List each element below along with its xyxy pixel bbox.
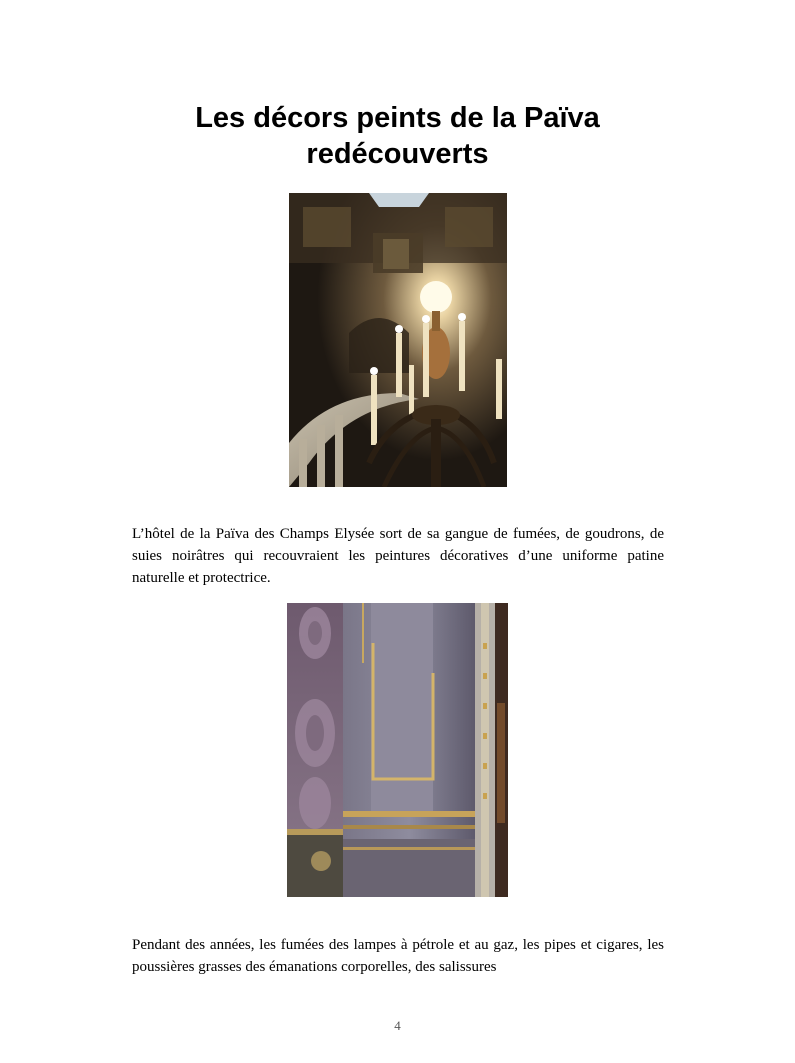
paragraph-1: L’hôtel de la Païva des Champs Elysée sort de sa gangue de fumées, de goudrons, de suies noirâtres qui recouvraient les peintures décoratives d’une uniforme patine naturelle et protectrice.	[132, 526, 664, 586]
painted-wall-photo	[287, 603, 508, 897]
page-number: 4	[394, 1018, 401, 1033]
title-line-2: redécouverts	[306, 138, 489, 170]
page-title	[0, 100, 795, 172]
paragraph-2: Pendant des années, les fumées des lampes à pétrole et au gaz, les pipes et cigares, les poussières grasses des émanations corporelles, des salissures	[132, 937, 664, 975]
chandelier-photo	[289, 193, 507, 487]
title-line-1: Les décors peints de la Païva	[195, 102, 600, 134]
